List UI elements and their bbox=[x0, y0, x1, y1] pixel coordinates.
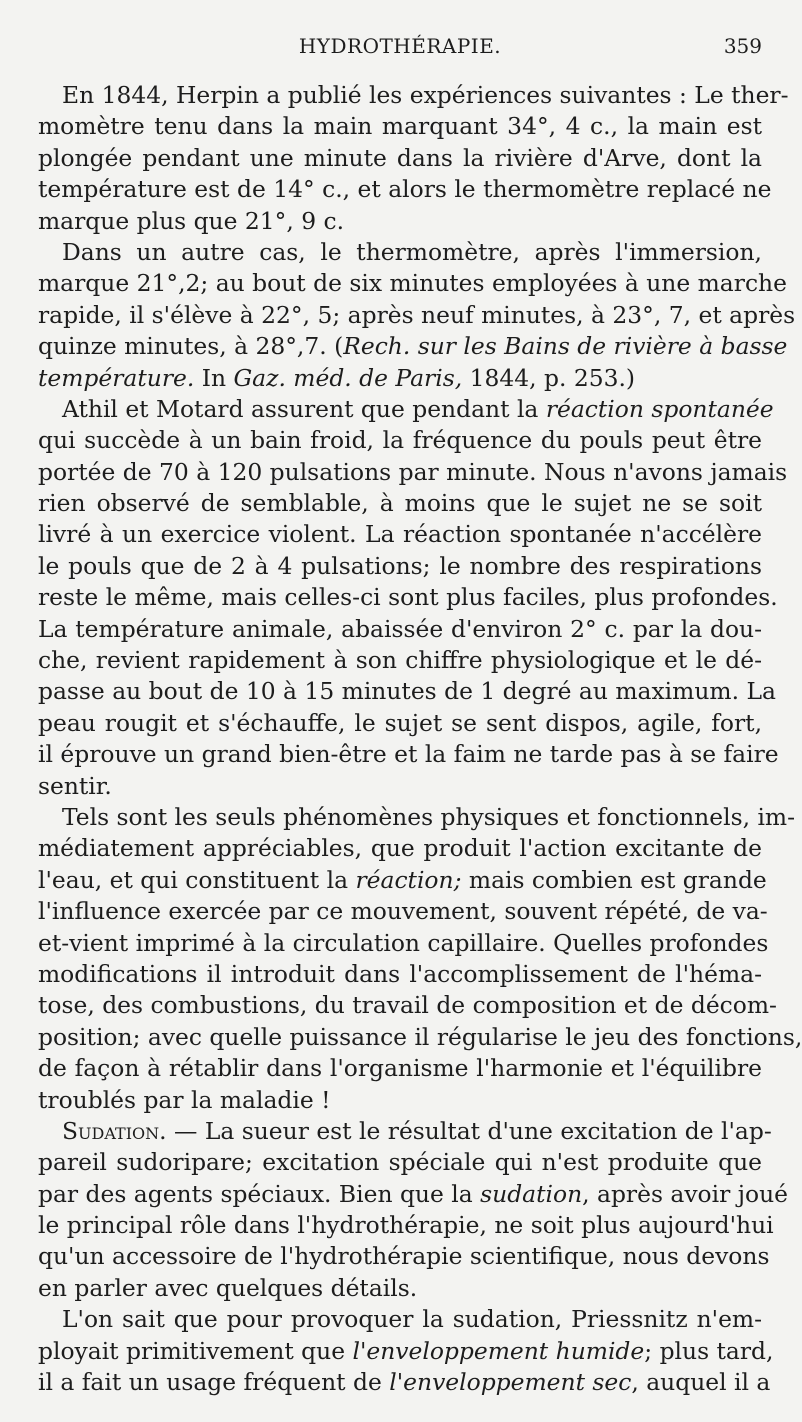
journal-title: Gaz. méd. de Paris, bbox=[233, 363, 463, 392]
text-line: position; avec quelle puissance il régularise le jeu des fonctions, bbox=[38, 1022, 802, 1051]
text-segment: Athil et Motard assurent que pendant la bbox=[62, 394, 546, 423]
body-text bbox=[38, 80, 802, 1398]
paragraph-1 bbox=[38, 80, 789, 237]
text-line bbox=[38, 1336, 774, 1367]
text-segment: , auquel il a bbox=[631, 1368, 771, 1397]
text-line: che, revient rapidement à son chiffre physiologique et le dé- bbox=[38, 646, 762, 675]
italic-word: sudation bbox=[480, 1179, 583, 1208]
text-line: En 1844, Herpin a publié les expériences suivantes : Le ther- bbox=[62, 81, 789, 109]
text-line: sentir. bbox=[38, 771, 112, 800]
text-segment: — La sueur est le résultat d'une excitation de l'ap- bbox=[166, 1116, 772, 1145]
text-line: marque 21°,2; au bout de six minutes employées à une marche bbox=[38, 269, 787, 298]
text-line: modifications il introduit dans l'accomplissement de l'héma- bbox=[38, 959, 762, 988]
text-line: température est de 14° c., et alors le thermomètre replacé ne bbox=[38, 175, 772, 204]
paragraph-2 bbox=[38, 237, 796, 394]
text-line: peau rougit et s'échauffe, le sujet se sent dispos, agile, fort, bbox=[38, 708, 762, 737]
text-line: l'influence exercée par ce mouvement, souvent répété, de va- bbox=[38, 897, 768, 926]
text-segment: par des agents spéciaux. Bien que la bbox=[38, 1179, 481, 1208]
paragraph-4 bbox=[38, 802, 802, 1116]
text-segment: il a fait un usage fréquent de bbox=[38, 1368, 390, 1397]
italic-phrase: l'enveloppement humide bbox=[352, 1336, 645, 1365]
paragraph-5 bbox=[38, 1116, 788, 1304]
text-line: en parler avec quelques détails. bbox=[38, 1273, 418, 1302]
citation-title: température. bbox=[38, 363, 195, 392]
text-line: le principal rôle dans l'hydrothérapie, ne soit plus aujourd'hui bbox=[38, 1211, 774, 1240]
text-line: reste le même, mais celles-ci sont plus faciles, plus profondes. bbox=[38, 583, 778, 612]
text-line: plongée pendant une minute dans la rivière d'Arve, dont la bbox=[38, 143, 762, 172]
text-line: qui succède à un bain froid, la fréquence du pouls peut être bbox=[38, 426, 762, 455]
text-line bbox=[38, 1179, 788, 1210]
text-segment: ployait primitivement que bbox=[38, 1336, 353, 1365]
text-line: livré à un exercice violent. La réaction spontanée n'accélère bbox=[38, 520, 762, 549]
paragraph-3 bbox=[38, 394, 788, 802]
italic-phrase: réaction spontanée bbox=[545, 394, 774, 423]
text-line: rapide, il s'élève à 22°, 5; après neuf minutes, à 23°, 7, et après bbox=[38, 300, 796, 329]
text-segment: , après avoir joué bbox=[582, 1179, 788, 1208]
page-number: 359 bbox=[723, 34, 762, 58]
text-segment: 1844, p. 253.) bbox=[462, 363, 636, 392]
text-line: L'on sait que pour provoquer la sudation, Priessnitz n'em- bbox=[62, 1305, 762, 1334]
section-heading: Sudation. bbox=[62, 1116, 167, 1145]
text-segment: l'eau, et qui constituent la bbox=[38, 865, 356, 894]
text-line bbox=[38, 1367, 771, 1398]
text-line: marque plus que 21°, 9 c. bbox=[38, 206, 345, 235]
text-line: troublés par la maladie ! bbox=[38, 1085, 331, 1114]
text-line bbox=[38, 394, 774, 425]
page-header bbox=[38, 30, 762, 62]
text-line bbox=[38, 363, 762, 394]
text-line: tose, des combustions, du travail de composition et de décom- bbox=[38, 991, 777, 1020]
text-line: qu'un accessoire de l'hydrothérapie scientifique, nous devons bbox=[38, 1242, 770, 1271]
text-line bbox=[38, 1116, 772, 1147]
text-line: La température animale, abaissée d'environ 2° c. par la dou- bbox=[38, 614, 762, 643]
text-line: rien observé de semblable, à moins que le sujet ne se soit bbox=[38, 489, 762, 518]
text-line: le pouls que de 2 à 4 pulsations; le nombre des respirations bbox=[38, 551, 762, 580]
text-segment: ; plus tard, bbox=[644, 1336, 774, 1365]
italic-phrase: l'enveloppement sec bbox=[389, 1368, 632, 1397]
text-line: passe au bout de 10 à 15 minutes de 1 degré au maximum. La bbox=[38, 677, 776, 706]
italic-word: réaction; bbox=[355, 865, 462, 894]
text-line bbox=[38, 865, 767, 896]
text-line: portée de 70 à 120 pulsations par minute. Nous n'avons jamais bbox=[38, 457, 788, 486]
text-line: Dans un autre cas, le thermomètre, après l'immersion, bbox=[62, 237, 762, 266]
text-line: de façon à rétablir dans l'organisme l'harmonie et l'équilibre bbox=[38, 1054, 762, 1083]
citation-title: Rech. sur les Bains de rivière à basse bbox=[343, 332, 788, 361]
text-line: pareil sudoripare; excitation spéciale qui n'est produite que bbox=[38, 1148, 762, 1177]
text-line: Tels sont les seuls phénomènes physiques et fonctionnels, im- bbox=[62, 802, 796, 831]
text-segment: In bbox=[194, 363, 234, 392]
text-line: médiatement appréciables, que produit l'action excitante de bbox=[38, 834, 762, 863]
text-segment: mais combien est grande bbox=[461, 865, 767, 894]
text-line bbox=[38, 331, 788, 362]
text-segment: quinze minutes, à 28°,7. ( bbox=[38, 332, 344, 361]
text-line: il éprouve un grand bien-être et la faim ne tarde pas à se faire bbox=[38, 740, 779, 769]
text-line: et-vient imprimé à la circulation capillaire. Quelles profondes bbox=[38, 928, 769, 957]
text-line: momètre tenu dans la main marquant 34°, 4 c., la main est bbox=[38, 112, 762, 141]
running-title: HYDROTHÉRAPIE. bbox=[298, 34, 502, 58]
paragraph-6 bbox=[38, 1304, 774, 1398]
